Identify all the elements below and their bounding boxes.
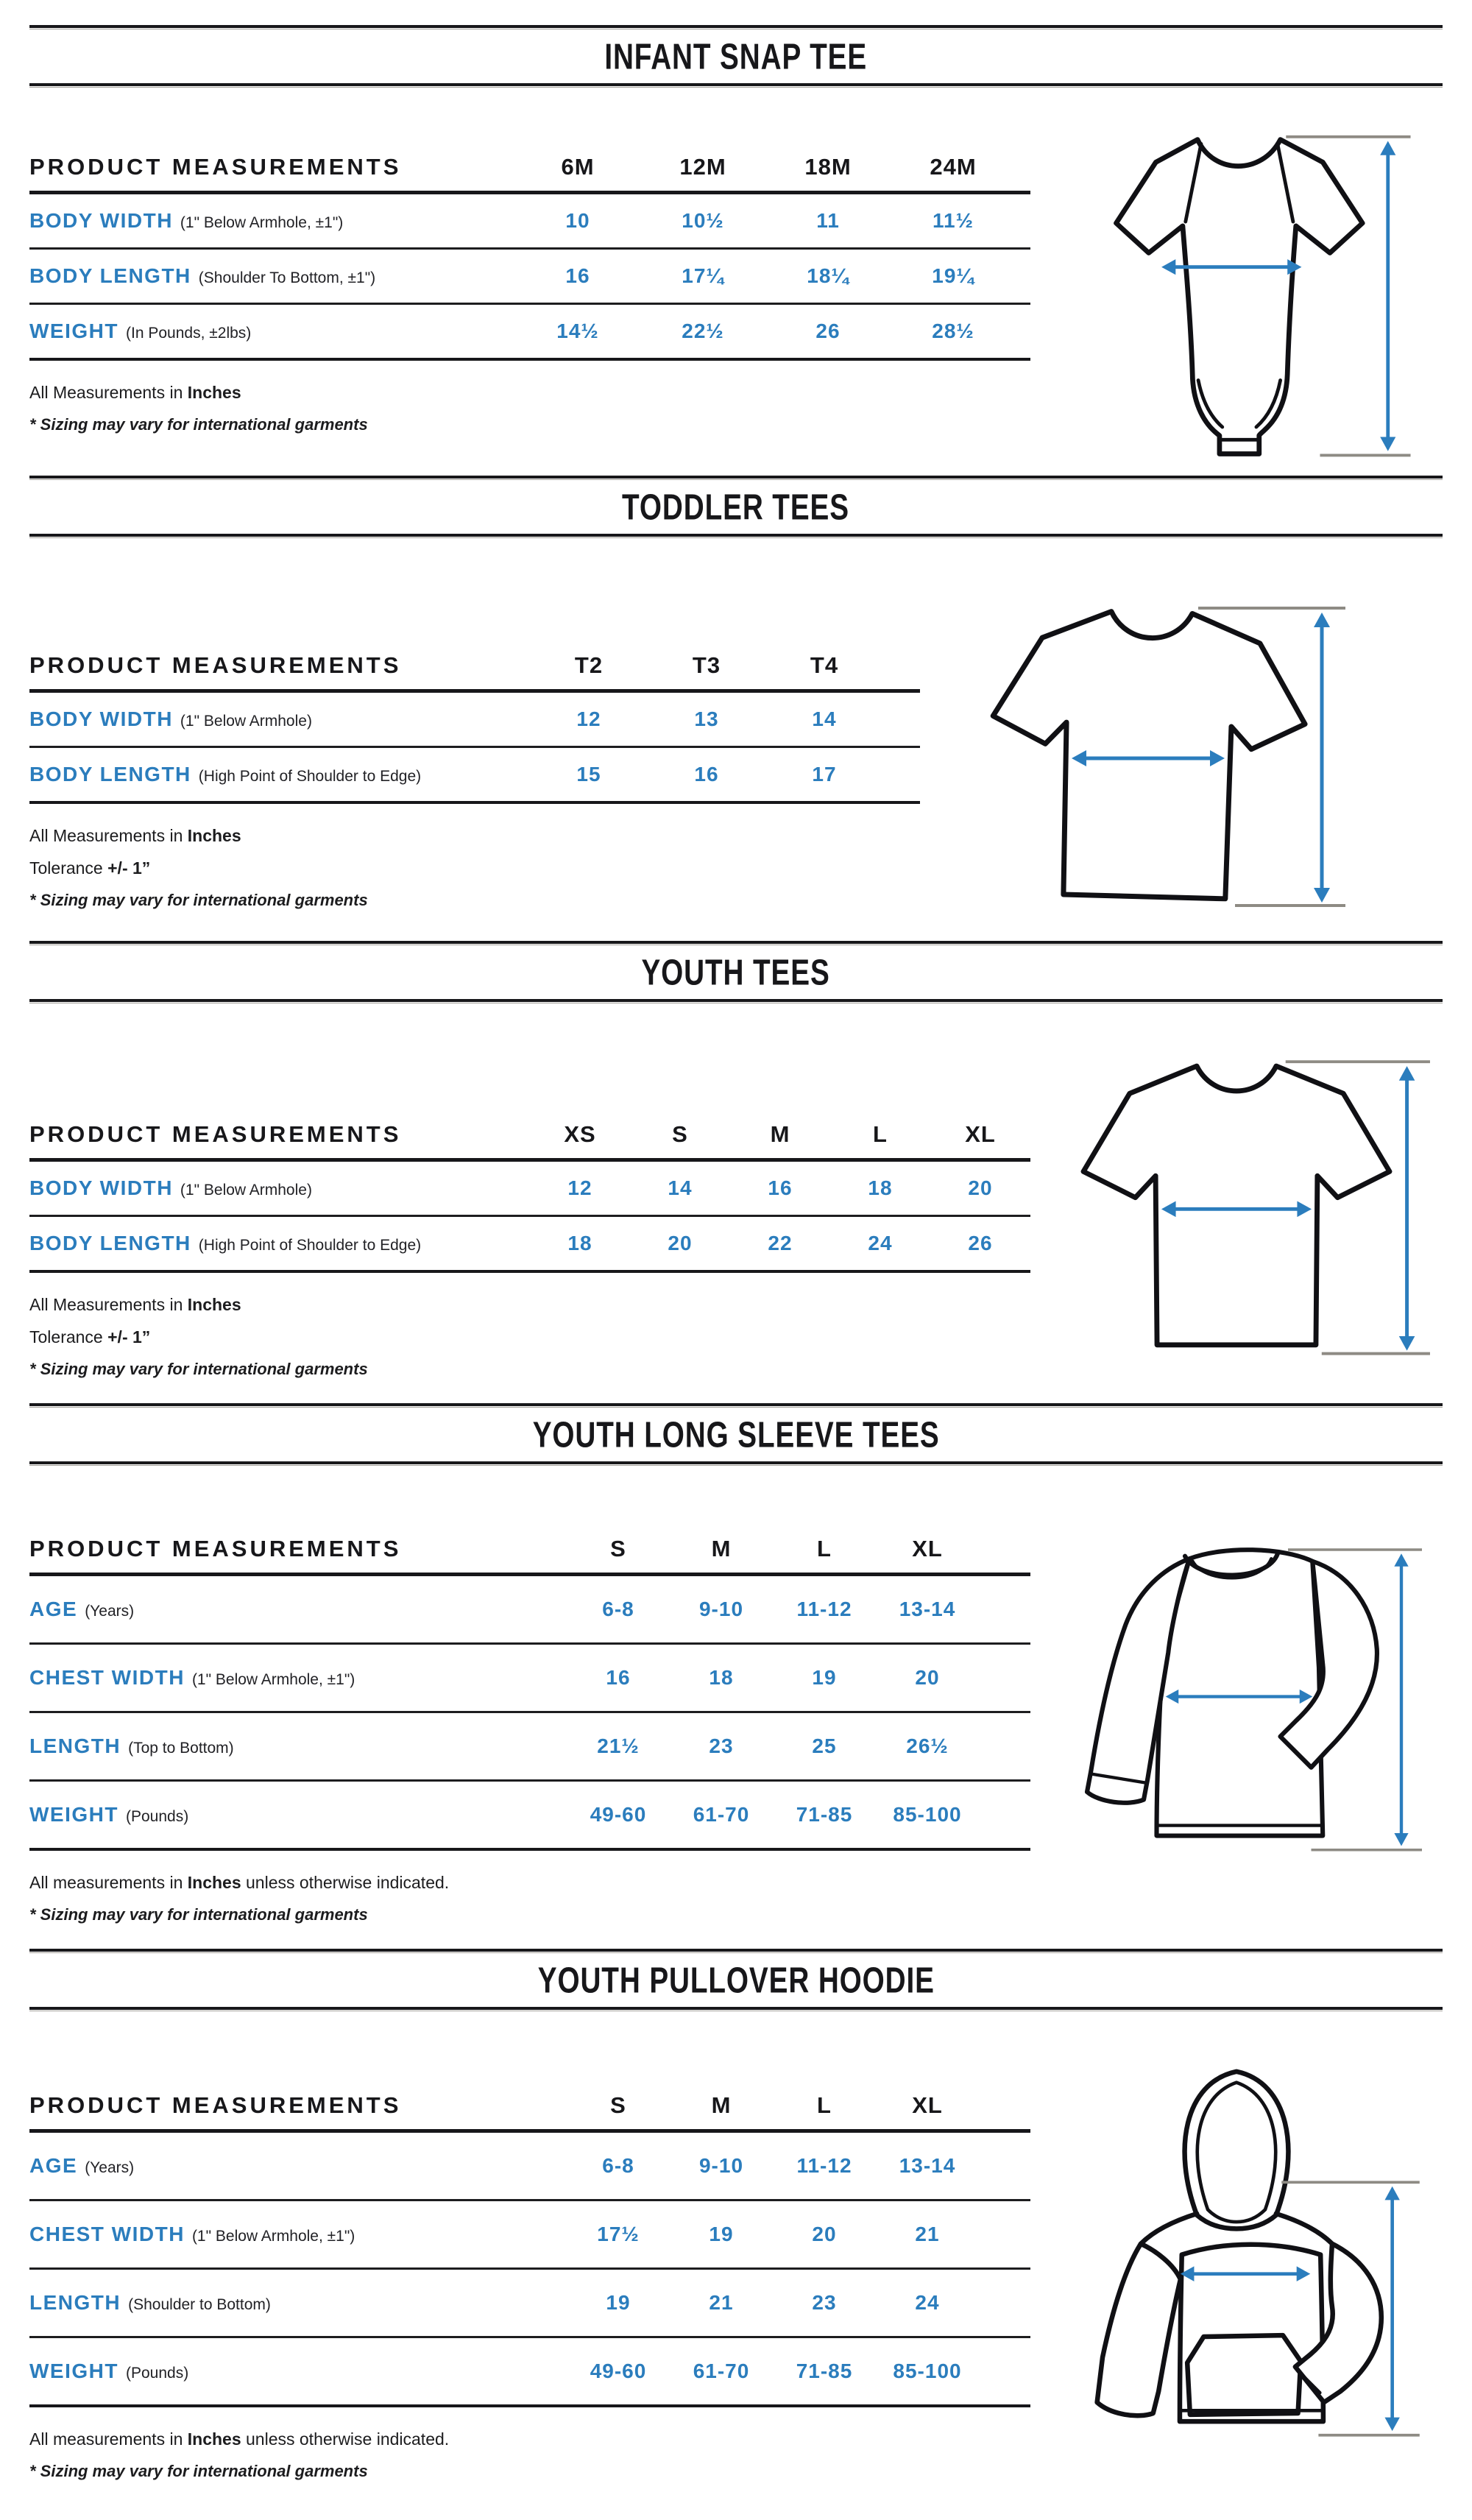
section-title-bar [29,1403,1443,1467]
size-column-header: 24M [930,154,977,180]
measurement-value: 71-85 [796,2360,853,2382]
table-row [29,748,920,804]
table-header-label: PRODUCT MEASUREMENTS [29,1121,402,1147]
garment-illustration-area [1030,1467,1443,1864]
row-label-cell [29,2154,567,2178]
measurement-table-area [29,2012,1030,2493]
size-column-header: M [711,2092,732,2118]
garment-illustration-area [1030,88,1443,464]
row-label-cell [29,209,515,233]
row-label: LENGTH [29,2291,121,2314]
measurement-table [29,642,920,804]
row-label: LENGTH [29,1734,121,1757]
size-column-header: S [610,2092,626,2118]
size-column-header: 6M [561,154,595,180]
measurement-value: 6-8 [602,2154,634,2177]
measurement-value: 49-60 [590,2360,647,2382]
table-row [29,2270,1030,2338]
measurement-value: 19¼ [932,264,974,287]
section-title-text: TODDLER TEES [622,487,850,528]
title-rule-bottom [29,534,1443,539]
row-label-cell [29,320,515,343]
table-header-label: PRODUCT MEASUREMENTS [29,2092,402,2118]
row-label-cell [29,2360,567,2383]
table-row [29,1645,1030,1713]
table-row [29,693,920,748]
table-header-row [29,1525,1030,1576]
row-note: (Shoulder To Bottom, ±1") [198,269,376,286]
title-rule-bottom [29,1461,1443,1467]
row-label: BODY WIDTH [29,209,173,232]
measurement-value: 6-8 [602,1598,634,1620]
measurement-value: 14½ [556,320,599,342]
note-bold: Inches [187,2429,241,2449]
table-header-label: PRODUCT MEASUREMENTS [29,652,402,678]
body-length-arrow [1380,141,1395,451]
measurement-value: 17½ [597,2223,640,2245]
size-column-header: M [770,1121,790,1147]
title-rule-top [29,476,1443,481]
title-rule-top [29,1949,1443,1954]
row-label: BODY WIDTH [29,1176,173,1199]
row-note: (In Pounds, ±2lbs) [126,325,252,342]
measurement-value: 19 [709,2223,734,2245]
section-title [29,955,1443,992]
note-text: unless otherwise indicated. [241,2429,450,2449]
measurement-value: 20 [915,1666,940,1689]
section-title-bar [29,25,1443,88]
measurement-value: 20 [812,2223,837,2245]
section-youth-long-sleeve-tees [29,1403,1443,1949]
footnotes [29,826,920,910]
infant-bodysuit-illustration [1052,96,1420,464]
table-row [29,2201,1030,2270]
title-rule-bottom [29,83,1443,88]
measurement-value: 10 [565,209,590,232]
row-label-cell [29,1803,567,1827]
measurement-value: 85-100 [893,1803,962,1826]
table-row [29,194,1030,250]
measurement-value: 21 [915,2223,940,2245]
garment-outline [1087,1550,1377,1835]
measurement-value: 61-70 [693,2360,750,2382]
row-note: (Pounds) [126,2365,189,2382]
size-column-header: 12M [679,154,726,180]
size-column-header: T4 [810,652,839,678]
row-label-cell [29,2223,567,2246]
section-title-text: YOUTH PULLOVER HOODIE [537,1960,935,2001]
note-tolerance [29,1327,1030,1347]
measurement-value: 20 [968,1176,993,1199]
row-label-cell [29,763,530,786]
garment-outline [988,609,1308,901]
table-header-row [29,642,920,693]
measurement-value: 26 [968,1232,993,1254]
title-rule-bottom [29,999,1443,1004]
measurement-value: 19 [606,2291,631,2314]
note-sizing: * Sizing may vary for international garments [29,1905,368,1924]
footnotes [29,1873,1030,1924]
measurement-value: 71-85 [796,1803,853,1826]
table-row [29,2338,1030,2407]
note-units [29,1295,1030,1315]
row-label: BODY LENGTH [29,264,191,287]
size-column-header: S [672,1121,688,1147]
size-column-header: L [873,1121,888,1147]
measurement-value: 20 [668,1232,693,1254]
row-label-cell [29,1734,567,1758]
garment-outline [1117,140,1363,454]
section-title-text: YOUTH LONG SLEEVE TEES [532,1415,940,1455]
size-column-header: XS [564,1121,596,1147]
garment-illustration-area [920,539,1443,929]
pullover-hoodie-illustration [1045,2041,1428,2452]
measurement-value: 9-10 [698,2154,744,2177]
footnotes [29,1295,1030,1379]
note-units [29,383,1030,403]
garment-illustration-area [1030,2012,1443,2452]
youth-tee-illustration [1034,1030,1439,1377]
body-length-arrow [1399,1066,1415,1351]
size-column-header: S [610,1536,626,1561]
measurement-value: 13-14 [899,2154,956,2177]
table-header-row [29,2082,1030,2133]
size-column-header: XL [965,1121,996,1147]
row-label-cell [29,2291,567,2315]
measurement-value: 17 [812,763,837,786]
measurement-value: 61-70 [693,1803,750,1826]
row-note: (Years) [85,2159,135,2176]
measurement-value: 12 [567,1176,592,1199]
size-column-header: T3 [692,652,721,678]
table-header-row [29,1111,1030,1162]
measurement-value: 16 [565,264,590,287]
measurement-value: 13 [694,707,719,730]
measurement-value: 9-10 [698,1598,744,1620]
section-title [29,39,1443,76]
row-note: (1" Below Armhole, ±1") [191,1671,355,1688]
row-label-cell [29,707,530,731]
section-youth-tees [29,941,1443,1403]
measurement-value: 11-12 [796,2154,852,2177]
measurement-value: 25 [812,1734,837,1757]
size-column-header: XL [912,2092,943,2118]
note-bold: Inches [187,1873,241,1892]
measurement-table [29,1111,1030,1273]
row-label-cell [29,1598,567,1621]
row-label-cell [29,1176,530,1200]
row-label: BODY LENGTH [29,1232,191,1254]
table-row [29,1576,1030,1645]
measurement-value: 85-100 [893,2360,962,2382]
row-note: (1" Below Armhole) [180,1182,312,1199]
row-label: AGE [29,1598,78,1620]
section-body [29,88,1443,464]
row-label-cell [29,264,515,288]
row-note: (High Point of Shoulder to Edge) [198,1237,422,1254]
measurement-value: 21 [709,2291,734,2314]
section-title [29,1417,1443,1454]
size-column-header: L [817,1536,832,1561]
note-units [29,1873,1030,1893]
measurement-table-area [29,88,1030,447]
row-label: BODY LENGTH [29,763,191,786]
section-title [29,487,1443,528]
measurement-table-area [29,1004,1030,1391]
row-label: CHEST WIDTH [29,1666,185,1689]
measurement-value: 26½ [906,1734,949,1757]
note-bold: Inches [187,383,241,402]
row-label-cell [29,1666,567,1690]
table-header-label: PRODUCT MEASUREMENTS [29,154,402,180]
section-youth-pullover-hoodie [29,1949,1443,2505]
note-units [29,2429,1030,2449]
measurement-value: 16 [694,763,719,786]
note-text: All Measurements in [29,1295,188,1314]
table-row [29,2133,1030,2201]
measurement-table [29,1525,1030,1851]
section-title [29,1960,1443,2001]
measurement-value: 24 [868,1232,893,1254]
note-text: All Measurements in [29,826,188,845]
measurement-value: 18 [709,1666,734,1689]
row-label-cell [29,1232,530,1255]
table-row [29,1217,1030,1273]
title-rule-bottom [29,2007,1443,2012]
table-header-row [29,144,1030,194]
table-row [29,305,1030,361]
title-rule-top [29,941,1443,946]
measurement-value: 12 [576,707,601,730]
measurement-table-area [29,1467,1030,1937]
row-label: AGE [29,2154,78,2177]
row-note: (Top to Bottom) [128,1740,234,1757]
title-rule-top [29,1403,1443,1408]
section-body [29,1004,1443,1391]
measurement-table-area [29,539,920,922]
measurement-value: 16 [606,1666,631,1689]
footnotes [29,383,1030,434]
garment-outline [1083,1066,1390,1345]
measurement-value: 16 [768,1176,793,1199]
size-column-header: 18M [804,154,852,180]
size-column-header: XL [912,1536,943,1561]
measurement-value: 14 [812,707,837,730]
body-length-arrow [1394,1553,1408,1846]
title-rule-top [29,25,1443,30]
measurement-value: 26 [815,320,841,342]
note-sizing: * Sizing may vary for international garments [29,1360,368,1378]
section-title-bar [29,941,1443,1004]
measurement-value: 23 [812,2291,837,2314]
row-note: (Shoulder to Bottom) [128,2296,271,2313]
table-row [29,250,1030,305]
measurement-value: 18 [868,1176,893,1199]
note-sizing: * Sizing may vary for international garments [29,2462,368,2480]
measurement-value: 19 [812,1666,837,1689]
note-sizing: * Sizing may vary for international garments [29,415,368,434]
measurement-value: 10½ [682,209,724,232]
garment-illustration-area [1030,1004,1443,1377]
section-body [29,2012,1443,2493]
measurement-table [29,2082,1030,2407]
note-text: All measurements in [29,1873,188,1892]
section-body [29,1467,1443,1937]
note-bold: +/- 1” [107,1327,151,1347]
measurement-value: 11-12 [796,1598,852,1620]
note-sizing: * Sizing may vary for international garments [29,891,368,909]
row-note: (Pounds) [126,1808,189,1825]
measurement-value: 24 [915,2291,940,2314]
measurement-value: 22½ [682,320,724,342]
row-note: (1" Below Armhole) [180,713,312,730]
note-text: unless otherwise indicated. [241,1873,450,1892]
table-row [29,1782,1030,1851]
section-infant-snap-tee [29,25,1443,476]
section-title-text: YOUTH TEES [641,953,831,993]
measurement-value: 28½ [932,320,974,342]
garment-outline [1097,2072,1381,2421]
measurement-value: 17¼ [682,264,724,287]
footnotes [29,2429,1030,2481]
measurement-value: 49-60 [590,1803,647,1826]
toddler-tee-illustration [942,576,1354,929]
measurement-value: 11 [816,209,840,232]
row-note: (1" Below Armhole, ±1") [180,214,344,231]
table-row [29,1162,1030,1217]
measurement-value: 18¼ [807,264,849,287]
row-note: (Years) [85,1603,135,1620]
measurement-value: 15 [576,763,601,786]
body-length-arrow [1384,2187,1399,2431]
measurement-table [29,144,1030,361]
section-title-bar [29,476,1443,539]
size-column-header: T2 [574,652,604,678]
row-note: (High Point of Shoulder to Edge) [198,768,422,785]
table-row [29,1713,1030,1782]
row-note: (1" Below Armhole, ±1") [191,2228,355,2245]
note-tolerance [29,858,920,878]
measurement-value: 23 [709,1734,734,1757]
table-header-label: PRODUCT MEASUREMENTS [29,1536,402,1561]
row-label: WEIGHT [29,1803,118,1826]
section-title-bar [29,1949,1443,2012]
section-title-text: INFANT SNAP TEE [604,37,868,77]
note-bold: Inches [187,826,241,845]
row-label: CHEST WIDTH [29,2223,185,2245]
note-text: All measurements in [29,2429,188,2449]
measurement-value: 21½ [597,1734,640,1757]
row-label: BODY WIDTH [29,707,173,730]
note-text: Tolerance [29,1327,108,1347]
note-bold: +/- 1” [107,858,151,878]
body-length-arrow [1314,613,1330,903]
measurement-value: 11½ [933,209,974,232]
size-column-header: L [817,2092,832,2118]
row-label: WEIGHT [29,320,118,342]
section-toddler-tees [29,476,1443,941]
measurement-value: 14 [668,1176,693,1199]
note-text: Tolerance [29,858,108,878]
measurement-value: 18 [567,1232,592,1254]
measurement-value: 22 [768,1232,793,1254]
section-body [29,539,1443,929]
long-sleeve-tee-illustration [1030,1503,1443,1864]
note-bold: Inches [187,1295,241,1314]
row-label: WEIGHT [29,2360,118,2382]
note-units [29,826,920,846]
note-text: All Measurements in [29,383,188,402]
measurement-value: 13-14 [899,1598,956,1620]
size-column-header: M [711,1536,732,1561]
